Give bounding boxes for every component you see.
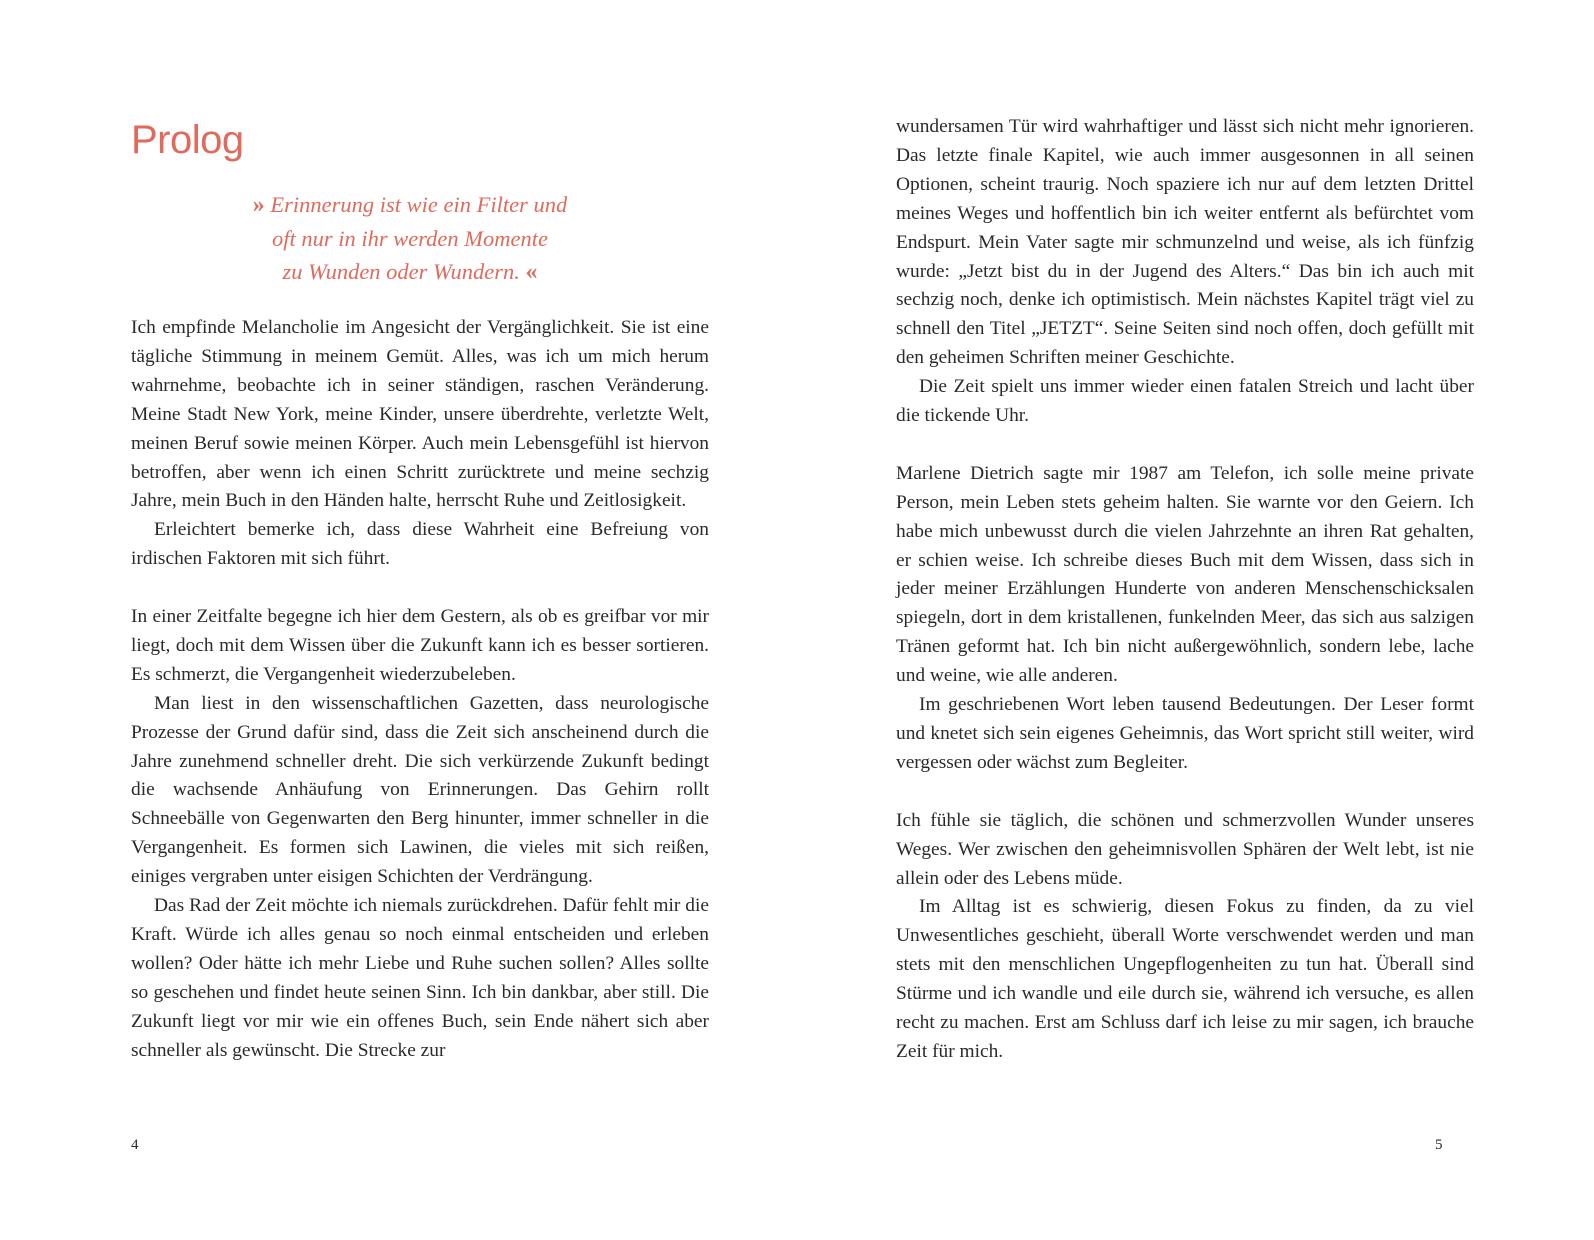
paragraph: Im Alltag ist es schwierig, diesen Fokus zu finden, da zu viel Unwesentliches geschieht, überall Worte verschwendet werden und man stets mit den menschlichen Ungepflogenheiten zu tun hat. Überall sind Stürme und ich wandle und eile durch sie, während ich versuche, es allen recht zu machen. Erst am Schluss darf ich leise zu mir sagen, ich brauche Zeit für mich. [896, 896, 1474, 1062]
chapter-title: Prolog [131, 118, 244, 162]
paragraph: Erleichtert bemerke ich, dass diese Wahrheit eine Befreiung von irdischen Faktoren mit sich führt. [131, 519, 709, 570]
close-quote-mark: « [525, 259, 538, 285]
paragraph: Die Zeit spielt uns immer wieder einen fatalen Streich und lacht über die tickende Uhr. [896, 376, 1474, 427]
epigraph-line-3 [230, 255, 590, 289]
epigraph-line-2: oft nur in ihr werden Momente [271, 226, 548, 251]
page-number: 4 [131, 1137, 139, 1153]
paragraph: Ich fühle sie täglich, die schönen und schmerzvollen Wunder unseres Weges. Wer zwischen den geheimnisvollen Sphären der Welt lebt, ist nie allein oder des Lebens müde. [896, 809, 1474, 889]
paragraph: Das Rad der Zeit möchte ich niemals zurückdrehen. Dafür fehlt mir die Kraft. Würde ich alles genau so noch einmal entscheiden und erleben wollen? Oder hätte ich mehr Liebe und Ruhe suchen sollen? Alles sollte so geschehen und findet heute seinen Sinn. Ich bin dankbar, aber still. Die Zukunft liegt vor mir wie ein offenes Buch, sein Ende nähert sich aber schneller als gewünscht. Die Strecke zur [131, 895, 709, 1061]
paragraph: Ich empfinde Melancholie im Angesicht der Vergänglichkeit. Sie ist eine tägliche Stimmung in meinem Gemüt. Alles, was ich um mich herum wahrnehme, beobachte ich in seiner ständigen, raschen Veränderung. Meine Stadt New York, meine Kinder, unsere überdrehte, verletzte Welt, meinen Beruf sowie meinen Körper. Auch mein Lebensgefühl ist hiervon betroffen, aber wenn ich einen Schritt zurücktrete und meine sechzig Jahre, mein Buch in den Händen halte, herrscht Ruhe und Zeitlosigkeit. [131, 317, 709, 512]
epigraph-text-3: zu Wunden oder Wundern. [282, 259, 520, 284]
section-break [896, 778, 1474, 807]
section-break [131, 574, 709, 603]
page-number: 5 [1435, 1137, 1443, 1153]
open-quote-mark: » [252, 192, 265, 218]
epigraph [230, 188, 590, 289]
paragraph: Marlene Dietrich sagte mir 1987 am Telefon, ich solle meine private Person, mein Leben stets geheim halten. Sie warnte vor den Geiern. Ich habe mich unbewusst durch die vielen Jahrzehnte an ihren Rat gehalten, er schien weise. Ich schreibe dieses Buch mit dem Wissen, dass sich in jeder meiner Erzählungen Hunderte von anderen Menschenschicksalen spiegeln, dort in dem kristallenen, funkelnden Meer, das sich aus salzigen Tränen geformt hat. Ich bin nicht außergewöhnlich, sondern lebe, lache und weine, wie alle anderen. [896, 462, 1474, 687]
right-body-text [896, 113, 1474, 1067]
paragraph: In einer Zeitfalte begegne ich hier dem Gestern, als ob es greifbar vor mir liegt, doch mit dem Wissen über die Zukunft kann ich es besser sortieren. Es schmerzt, die Vergangenheit wiederzubeleben. [131, 606, 709, 685]
paragraph: Im geschriebenen Wort leben tausend Bedeutungen. Der Leser formt und knetet sich sein eigenes Geheimnis, das Wort spricht still weiter, wird vergessen oder wächst zum Begleiter. [896, 694, 1474, 773]
left-body-text [131, 314, 709, 1066]
epigraph-line-1 [230, 188, 590, 222]
section-break [896, 431, 1474, 460]
paragraph: Man liest in den wissenschaftlichen Gazetten, dass neurologische Prozesse der Grund dafür sind, dass die Zeit sich anscheinend durch die Jahre zunehmend schneller dreht. Die sich verkürzende Zukunft bedingt die wachsende Anhäufung von Erinnerungen. Das Gehirn rollt Schneebälle von Gegenwarten den Berg hinunter, immer schneller in die Vergangenheit. Es formen sich Lawinen, die vieles mit sich reißen, einiges vergraben unter eisigen Schichten der Verdrängung. [131, 692, 709, 888]
paragraph: wundersamen Tür wird wahrhaftiger und lässt sich nicht mehr ignorieren. Das letzte finale Kapitel, wie auch immer ausgesonnen in all seinen Optionen, scheint traurig. Noch spaziere ich nur auf dem letzten Drittel meines Weges und hoffentlich bin ich weiter entfernt als befürchtet vom Endspurt. Mein Vater sagte mir schmunzelnd und weise, als ich fünfzig wurde: „Jetzt bist du in der Jugend des Alters.“ Das bin ich auch mit sechzig noch, denke ich optimistisch. Mein nächstes Kapitel trägt viel zu schnell den Titel „JETZT“. Seine Seiten sind noch offen, doch gefüllt mit den geheimen Schriften meiner Geschichte. [896, 116, 1474, 369]
epigraph-text-1: Erinnerung ist wie ein Filter und [270, 192, 568, 217]
right-page [797, 0, 1594, 1240]
